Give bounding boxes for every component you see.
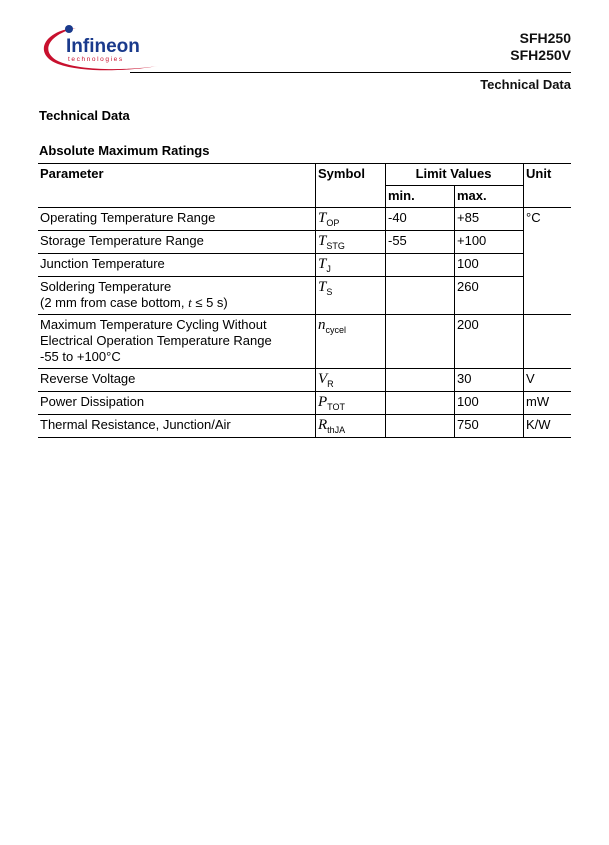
cell-unit: K/W — [524, 415, 572, 438]
cell-parameter: Maximum Temperature Cycling Without Electrical Operation Temperature Range -55 to +100°C — [38, 315, 316, 369]
header-parameter: Parameter — [38, 164, 316, 208]
cell-max: 260 — [455, 277, 524, 315]
cell-max: 750 — [455, 415, 524, 438]
cell-max: +100 — [455, 231, 524, 254]
part-number-primary: SFH250 — [519, 30, 571, 46]
logo-tagline: technologies — [68, 56, 124, 63]
logo-swoosh-icon — [36, 20, 160, 76]
table-row — [38, 231, 571, 254]
table-row — [38, 254, 571, 277]
cell-unit: V — [524, 369, 572, 392]
table-row — [38, 277, 571, 315]
header-section-label: Technical Data — [480, 77, 571, 92]
cell-max: +85 — [455, 208, 524, 231]
header-symbol: Symbol — [316, 164, 386, 208]
cell-symbol: $T_{OP}$ — [316, 208, 386, 231]
cell-symbol: $T_{STG}$ — [316, 231, 386, 254]
cell-min — [386, 392, 455, 415]
header-min: min. — [386, 186, 455, 208]
cell-parameter: Thermal Resistance, Junction/Air — [38, 415, 316, 438]
cell-min — [386, 369, 455, 392]
cell-symbol: $P_{TOT}$ — [316, 392, 386, 415]
table-row — [38, 208, 571, 231]
header-max: max. — [455, 186, 524, 208]
part-number-secondary: SFH250V — [510, 47, 571, 63]
cell-unit — [524, 315, 572, 369]
header-limit-values: Limit Values — [386, 164, 524, 186]
cell-symbol: $T_J$ — [316, 254, 386, 277]
cell-unit: °C — [524, 208, 572, 315]
cell-min — [386, 277, 455, 315]
section-title: Technical Data — [39, 108, 130, 123]
cell-min — [386, 254, 455, 277]
infineon-logo — [36, 20, 160, 76]
cell-parameter: Soldering Temperature (2 mm from case bottom, t ≤ 5 s) — [38, 277, 316, 315]
header-divider — [130, 72, 571, 73]
cell-max: 30 — [455, 369, 524, 392]
cell-symbol: $V_R$ — [316, 369, 386, 392]
cell-parameter: Reverse Voltage — [38, 369, 316, 392]
cell-min — [386, 315, 455, 369]
part-numbers — [510, 30, 571, 64]
cell-min — [386, 415, 455, 438]
table-row — [38, 392, 571, 415]
cell-min: -55 — [386, 231, 455, 254]
cell-symbol: $n_{cycel}$ — [316, 315, 386, 369]
cell-unit: mW — [524, 392, 572, 415]
cell-max: 100 — [455, 254, 524, 277]
cell-max: 100 — [455, 392, 524, 415]
cell-parameter: Power Dissipation — [38, 392, 316, 415]
cell-parameter: Operating Temperature Range — [38, 208, 316, 231]
table-header-row — [38, 164, 571, 186]
cell-min: -40 — [386, 208, 455, 231]
cell-parameter: Junction Temperature — [38, 254, 316, 277]
table-row — [38, 315, 571, 369]
cell-symbol: $R_{thJA}$ — [316, 415, 386, 438]
table-row — [38, 415, 571, 438]
cell-parameter: Storage Temperature Range — [38, 231, 316, 254]
logo-wordmark: Infineon — [66, 36, 140, 57]
table-title: Absolute Maximum Ratings — [39, 143, 210, 158]
cell-max: 200 — [455, 315, 524, 369]
absolute-maximum-ratings-table — [38, 163, 571, 438]
cell-symbol: $T_S$ — [316, 277, 386, 315]
table-row — [38, 369, 571, 392]
header-unit: Unit — [524, 164, 572, 208]
